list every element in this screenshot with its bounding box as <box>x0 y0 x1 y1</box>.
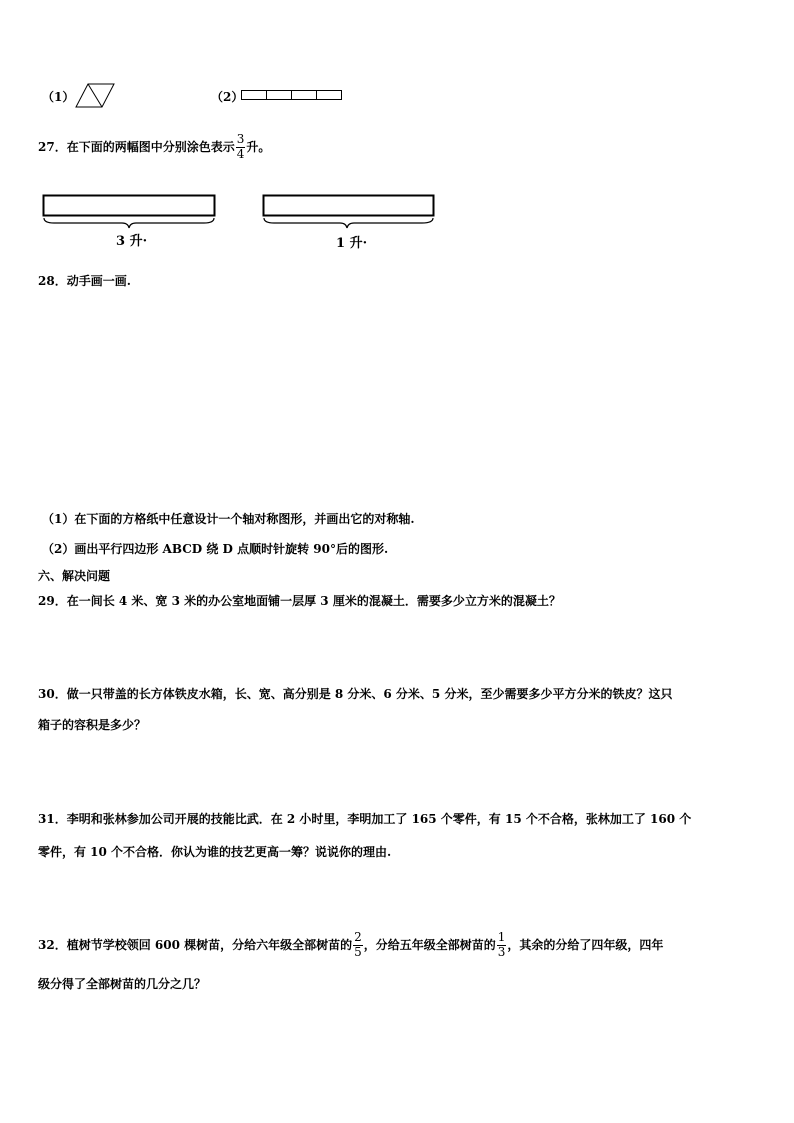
segmented-bar-figure <box>241 90 343 102</box>
q32-fraction-1-denominator: 5 <box>354 944 362 959</box>
q27-fraction-numerator: 3 <box>236 132 245 146</box>
section-6-title: 六、解决问题 <box>38 569 111 583</box>
q27-bar-1-liter <box>262 194 438 230</box>
q27-fraction <box>236 133 246 162</box>
q27-prompt <box>38 133 270 162</box>
figure-2-label: （2） <box>211 90 244 104</box>
q32-line2: 级分得了全部树苗的几分之几？ <box>38 977 207 991</box>
q31-line2: 零件，有 10 个不合格．你认为谁的技艺更高一筹？说说你的理由. <box>38 845 392 859</box>
q27-text-before: 27．在下面的两幅图中分别涂色表示 <box>38 140 235 155</box>
q32-fraction-1 <box>353 931 363 960</box>
q32-fraction-2-numerator: 1 <box>497 930 506 944</box>
q27-bar2-label: 1 升· <box>336 236 368 251</box>
figure-1-label: （1） <box>42 90 75 104</box>
q30-line1: 30．做一只带盖的长方体铁皮水箱，长、宽、高分别是 8 分米、6 分米、5 分米，至少需要多少平方分米的铁皮？这只 <box>38 687 673 701</box>
q30-line2: 箱子的容积是多少？ <box>38 718 147 732</box>
q32-part1: 32．植树节学校领回 600 棵树苗，分给六年级全部树苗的 <box>38 938 353 953</box>
q32-fraction-2-denominator: 3 <box>497 944 506 959</box>
q32-line1 <box>38 931 663 960</box>
q28-sub1: （1）在下面的方格纸中任意设计一个轴对称图形，并画出它的对称轴. <box>42 512 415 526</box>
q28-title: 28．动手画一画. <box>38 274 131 288</box>
q27-bar1-label: 3 升· <box>116 234 148 249</box>
parallelogram-figure <box>75 83 115 108</box>
q27-text-after: 升。 <box>246 140 271 155</box>
q32-part3: ，其余的分给了四年级，四年 <box>507 938 664 953</box>
q29-text: 29．在一间长 4 米、宽 3 米的办公室地面铺一层厚 3 厘米的混凝土．需要多少立方米的混凝土？ <box>38 594 561 608</box>
q31-line1: 31．李明和张林参加公司开展的技能比武．在 2 小时里，李明加工了 165 个零件，有 15 个不合格，张林加工了 160 个 <box>38 812 692 826</box>
q27-fraction-denominator: 4 <box>236 146 245 161</box>
q28-sub2: （2）画出平行四边形 ABCD 绕 D 点顺时针旋转 90°后的图形. <box>42 542 389 556</box>
q32-fraction-1-numerator: 2 <box>354 930 362 944</box>
q32-part2: ，分给五年级全部树苗的 <box>363 938 496 953</box>
q27-bar-3-liters <box>42 194 218 230</box>
q32-fraction-2 <box>497 931 507 960</box>
